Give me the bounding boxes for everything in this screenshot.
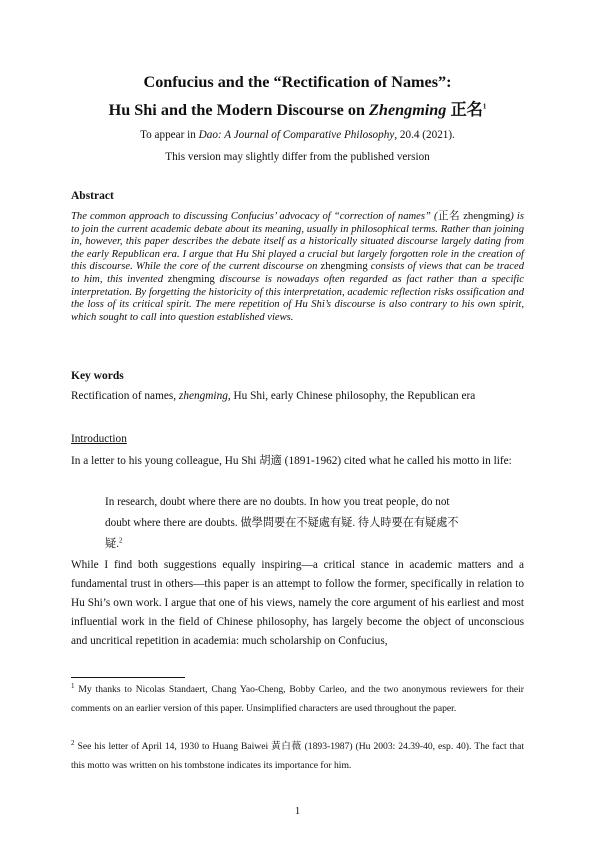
- keywords-heading: [71, 370, 524, 382]
- page-number-text: 1: [294, 806, 301, 817]
- keywords-suffix: , Hu Shi, early Chinese philosophy, the Republican era: [227, 390, 476, 402]
- motto-quote-line1: [105, 493, 495, 512]
- footnote-separator: [71, 677, 185, 678]
- page-number: [0, 806, 595, 817]
- title-line2-prefix: Hu Shi and the Modern Discourse on: [108, 101, 370, 119]
- intro-p1-cjk: 胡適: [259, 455, 282, 467]
- introduction-heading-text: Introduction: [71, 433, 127, 445]
- abstract-part4: discourse is nowadays often regarded as fact rather than a specific interpretation. By forgetting the historicity of this interpretation, academic reflection risks ossification and the loss of its critical spirit. The mere repetition of Hu Shi’s discourse is also contrary to his own spirit, which sought to call into question established views.: [71, 273, 524, 323]
- footnote-2-marker: 2: [71, 738, 75, 747]
- version-note-text: This version may slightly differ from the published version: [165, 151, 430, 163]
- quote-line3-text: 疑.: [105, 538, 119, 550]
- keywords-prefix: Rectification of names,: [71, 390, 179, 402]
- abstract-heading-text: Abstract: [71, 190, 114, 202]
- footnote-2-text: See his letter of April 14, 1930 to Huang Baiwei 黃白薇 (1893-1987) (Hu 2003: 24.39-40, esp. 40). The fact that this motto was written on his tombstone indicates its importance for him.: [71, 741, 524, 771]
- abstract-term2: zhengming: [320, 261, 368, 273]
- version-note: [71, 150, 524, 164]
- paper-title-line2: [71, 100, 524, 120]
- footnote-2: [71, 737, 524, 775]
- abstract-part3: consists of views that can be traced to him, this invented: [71, 261, 524, 285]
- abstract-part2: ) is to join the current academic debate about its meaning, usually in philosophical terms. Rather than joining in, however, this paper describes the debate itself as a historically situated discourse largely dating from the early Republican era. I argue that Hu Shi played a crucial but largely forgotten role in the creation of this discourse. While the core of the current discourse on: [71, 211, 524, 273]
- paper-title-line1: [71, 72, 524, 92]
- journal-name: Dao: A Journal of Comparative Philosophy: [198, 129, 395, 141]
- quote-line1-text: In research, doubt where there are no doubts. In how you treat people, do not: [105, 496, 450, 508]
- keywords-term: zhengming: [178, 390, 228, 402]
- abstract-body: [71, 211, 524, 324]
- keywords-heading-text: Key words: [71, 370, 124, 382]
- introduction-paragraph-2: [71, 556, 524, 651]
- abstract-cjk: 正名: [437, 211, 461, 222]
- keywords-list: [71, 387, 524, 406]
- abstract-term3: zhengming: [167, 273, 215, 285]
- publication-prefix: To appear in: [140, 129, 199, 141]
- footnote-1-text: My thanks to Nicolas Standaert, Chang Yao-Cheng, Bobby Carleo, and the two anonymous reviewers for their comments on an earlier version of this paper. Unsimplified characters are used throughout the paper.: [71, 684, 524, 714]
- footnote-1-marker: 1: [71, 681, 75, 690]
- publication-suffix: , 20.4 (2021).: [394, 129, 455, 141]
- quote-line2-text: doubt where there are doubts. 做學問要在不疑處有疑. 待人時要在有疑處不: [105, 517, 459, 529]
- abstract-term: zhengming: [460, 211, 511, 222]
- intro-p2-text: While I find both suggestions equally inspiring—a critical stance in academic matters and a fundamental trust in others—this paper is an attempt to follow the former, specifically in relation to Hu Shi’s own work. I argue that one of his views, namely the core argument of his earliest and most influential work in the field of Chinese philosophy, has largely become the object of unconscious and uncritical repetition in academia: much scholarship on Confucius,: [71, 559, 524, 647]
- intro-p1-part2: (1891-1962) cited what he called his motto in life:: [281, 455, 512, 467]
- title-line2-cjk: 正名: [450, 101, 483, 119]
- footnote-1: [71, 680, 524, 718]
- title-line2-term: Zhengming: [369, 101, 447, 119]
- footnote-ref-1[interactable]: 1: [482, 102, 487, 111]
- abstract-heading: [71, 190, 524, 202]
- introduction-paragraph-1: [71, 452, 524, 471]
- motto-quote-line2: [105, 514, 495, 533]
- footnote-ref-2[interactable]: 2: [119, 536, 123, 545]
- title-line1-text: Confucius and the “Rectification of Names”:: [143, 73, 452, 91]
- introduction-heading: [71, 430, 524, 449]
- motto-quote-line3: [105, 535, 495, 554]
- abstract-part1: The common approach to discussing Confucius’ advocacy of “correction of names” (: [71, 211, 438, 222]
- publication-info: [71, 128, 524, 142]
- intro-p1-part1: In a letter to his young colleague, Hu Shi: [71, 455, 260, 467]
